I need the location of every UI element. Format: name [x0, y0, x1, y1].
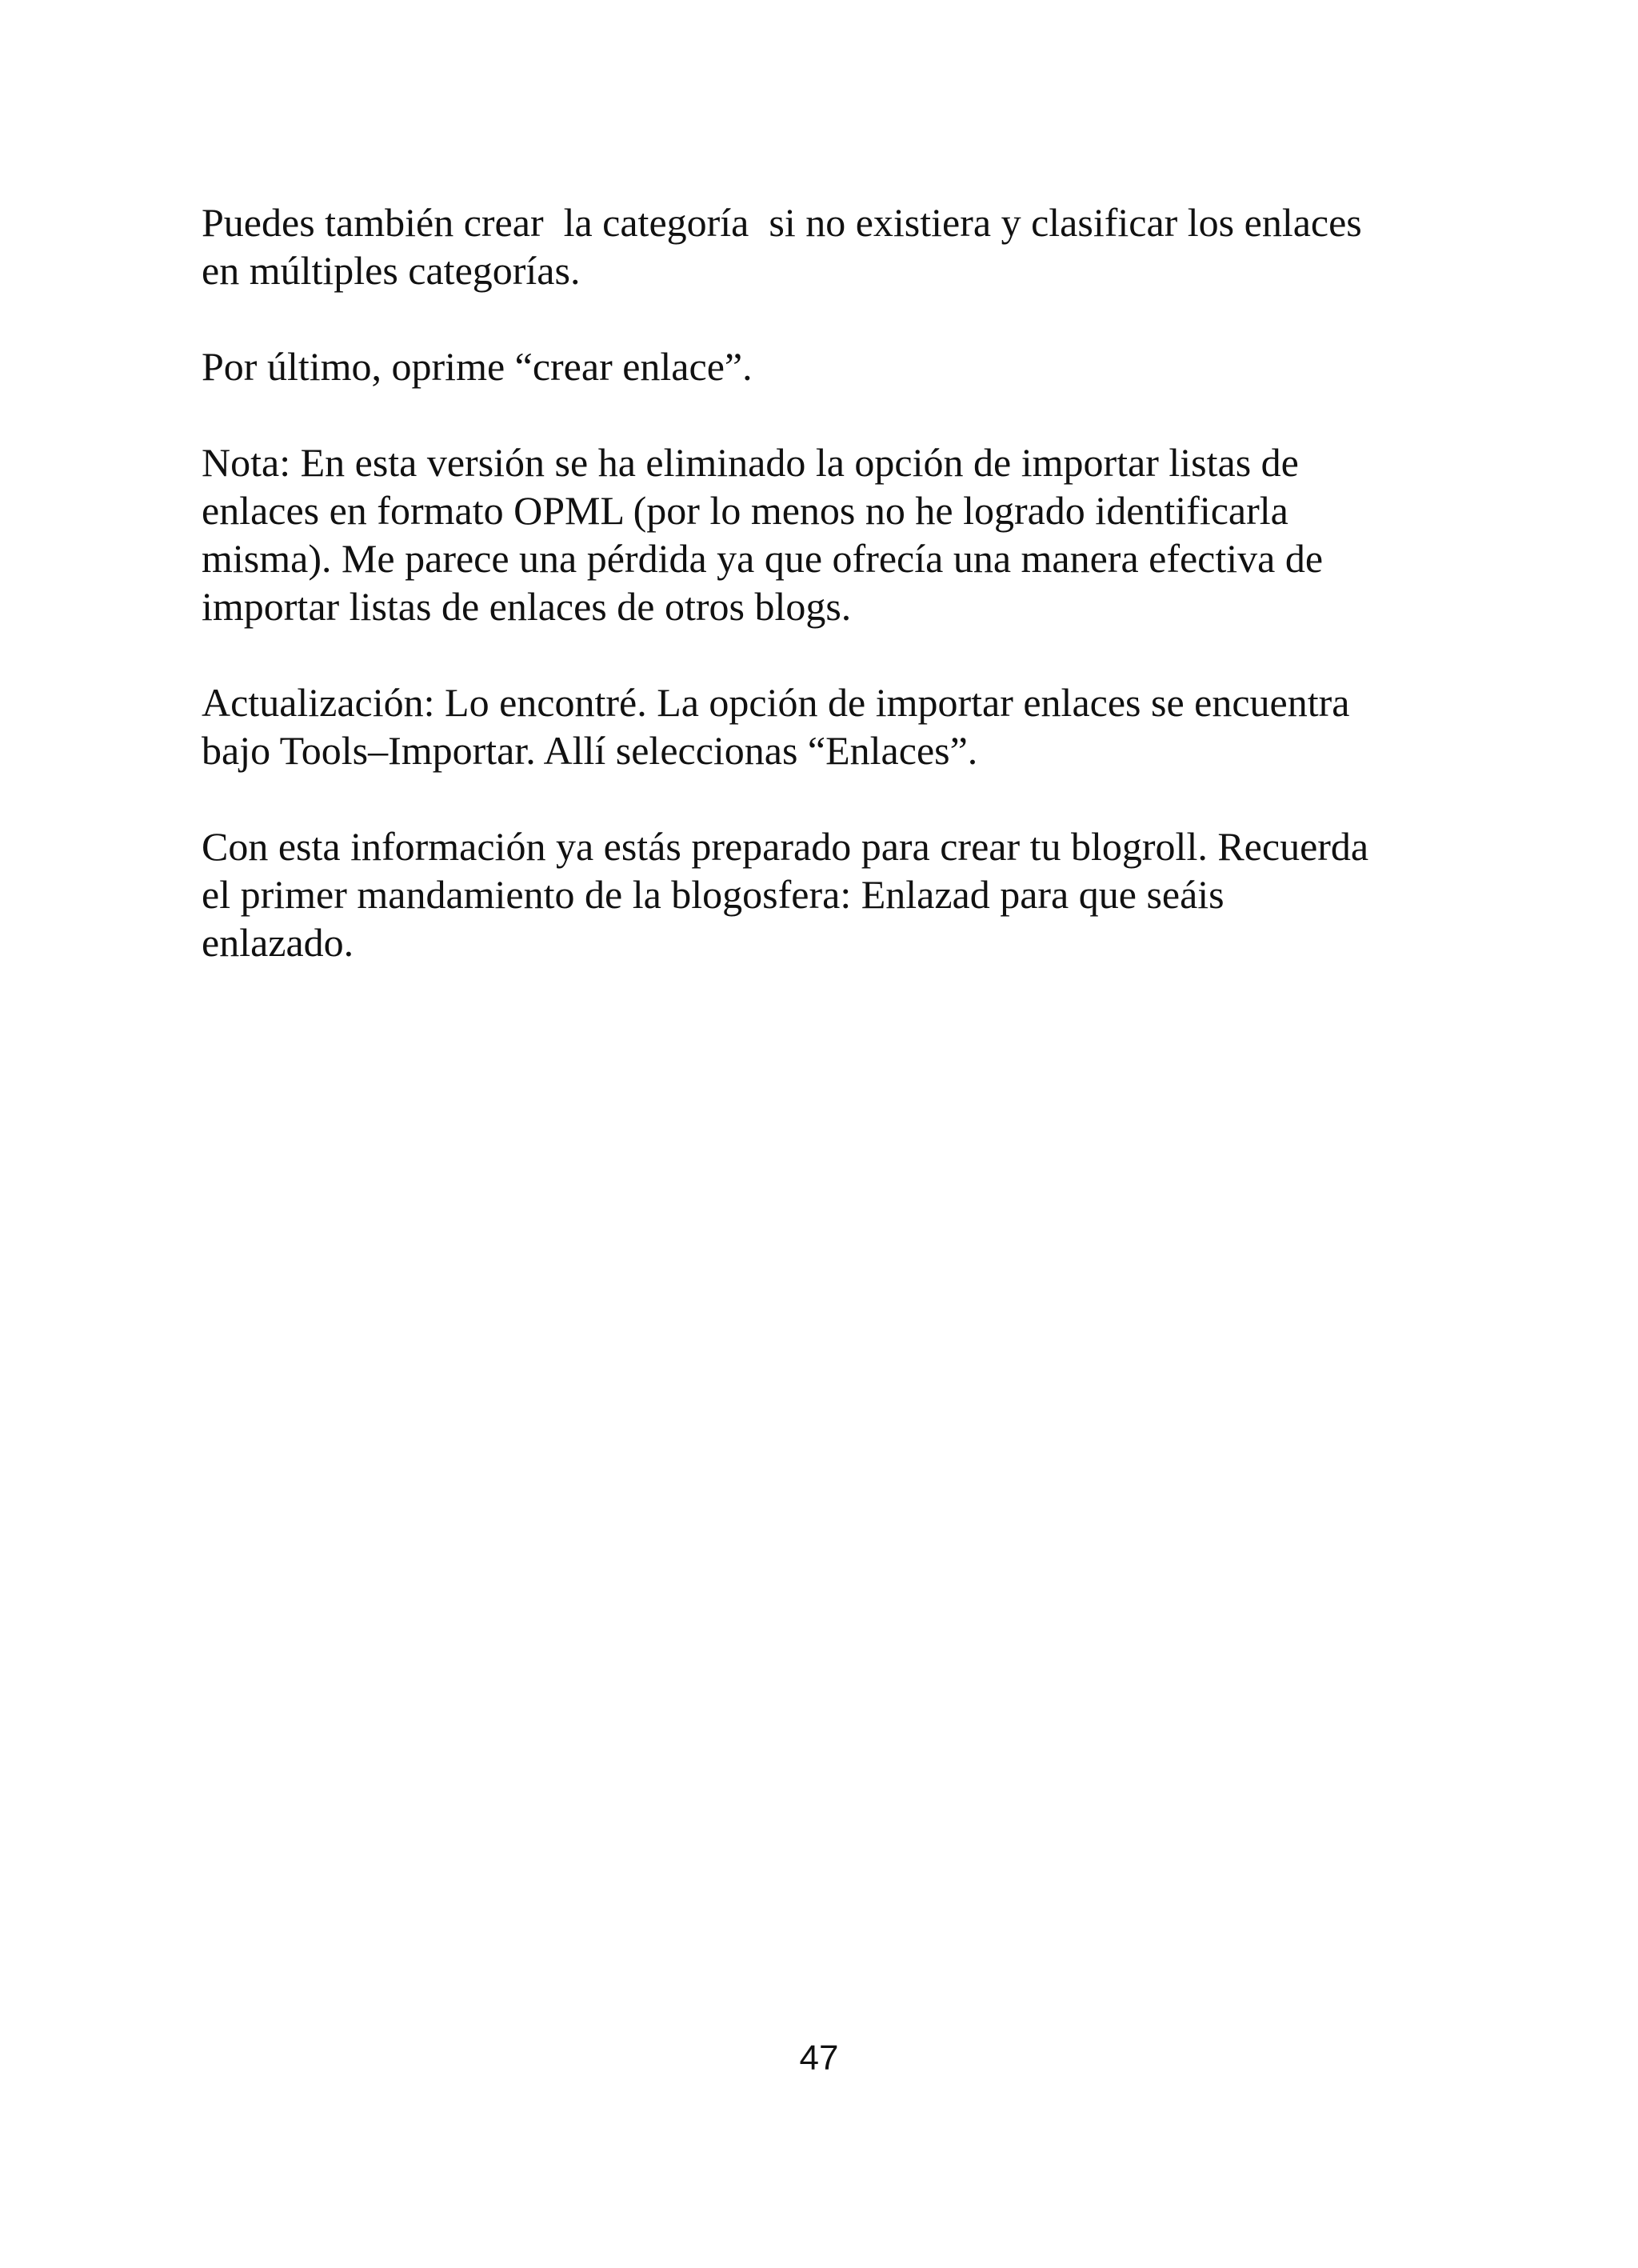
text-line: bajo Tools–Importar. Allí seleccionas “Enlaces”.: [202, 728, 978, 773]
text-line: enlaces en formato OPML (por lo menos no he logrado identificarla: [202, 488, 1288, 533]
paragraph-crear-enlace: [202, 342, 1529, 390]
text-line: Nota: En esta versión se ha eliminado la opción de importar listas de: [202, 440, 1299, 485]
text-line: enlazado.: [202, 920, 354, 965]
paragraph-nota: [202, 438, 1529, 630]
text-line: Por último, oprime “crear enlace”.: [202, 344, 753, 389]
page-number: 47: [799, 2038, 839, 2078]
text-line: importar listas de enlaces de otros blogs.: [202, 584, 852, 629]
text-line: misma). Me parece una pérdida ya que ofrecía una manera efectiva de: [202, 536, 1324, 581]
paragraph-conclusion: [202, 822, 1529, 966]
text-line: Actualización: Lo encontré. La opción de importar enlaces se encuentra: [202, 680, 1350, 725]
text-line: el primer mandamiento de la blogosfera: Enlazad para que seáis: [202, 872, 1225, 917]
body-text: [202, 198, 1529, 1014]
text-line: en múltiples categorías.: [202, 248, 581, 293]
text-line: Con esta información ya estás preparado para crear tu blogroll. Recuerda: [202, 824, 1369, 869]
paragraph-actualizacion: [202, 678, 1529, 774]
text-line: Puedes también crear la categoría si no existiera y clasificar los enlaces: [202, 200, 1362, 245]
paragraph-categorias: [202, 198, 1529, 294]
